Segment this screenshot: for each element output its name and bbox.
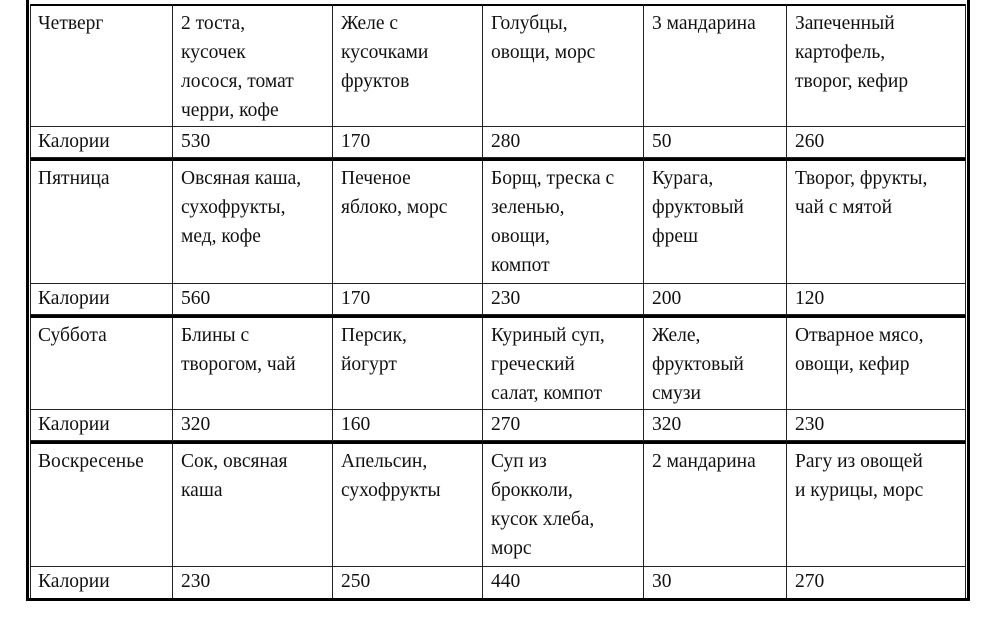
meal-breakfast-cell: Блины с творогом, чай <box>173 315 333 410</box>
calorie-value-cell: 530 <box>173 127 333 158</box>
meal-snack-cell: Курага, фруктовый фреш <box>644 158 787 284</box>
day-name-cell: Пятница <box>30 158 173 284</box>
day-name-cell: Воскресенье <box>30 441 173 567</box>
table-row <box>30 441 966 567</box>
day-name-cell: Четверг <box>30 4 173 127</box>
meal-dinner-cell: Творог, фрукты, чай с мятой <box>787 158 966 284</box>
calorie-label-cell: Калории <box>30 567 173 598</box>
table-row <box>30 315 966 410</box>
meal-lunch-cell: Борщ, треска с зеленью, овощи, компот <box>483 158 644 284</box>
calorie-value-cell: 30 <box>644 567 787 598</box>
meal-second-breakfast-cell: Персик, йогурт <box>333 315 483 410</box>
meal-dinner-cell: Запеченный картофель, творог, кефир <box>787 4 966 127</box>
calories-row <box>30 127 966 158</box>
meal-snack-cell: 3 мандарина <box>644 4 787 127</box>
calorie-value-cell: 120 <box>787 284 966 315</box>
calorie-value-cell: 230 <box>173 567 333 598</box>
meal-breakfast-cell: 2 тоста, кусочек лосося, томат черри, кофе <box>173 4 333 127</box>
calorie-value-cell: 160 <box>333 410 483 441</box>
meal-second-breakfast-cell: Желе с кусочками фруктов <box>333 4 483 127</box>
calorie-value-cell: 260 <box>787 127 966 158</box>
meal-lunch-cell: Куриный суп, греческий салат, компот <box>483 315 644 410</box>
calorie-value-cell: 280 <box>483 127 644 158</box>
calories-row <box>30 284 966 315</box>
calorie-value-cell: 270 <box>787 567 966 598</box>
meal-breakfast-cell: Сок, овсяная каша <box>173 441 333 567</box>
calorie-value-cell: 560 <box>173 284 333 315</box>
calorie-label-cell: Калории <box>30 284 173 315</box>
meal-dinner-cell: Рагу из овощей и курицы, морс <box>787 441 966 567</box>
calorie-value-cell: 50 <box>644 127 787 158</box>
calorie-value-cell: 230 <box>787 410 966 441</box>
calorie-value-cell: 320 <box>173 410 333 441</box>
meal-second-breakfast-cell: Апельсин, сухофрукты <box>333 441 483 567</box>
calorie-value-cell: 250 <box>333 567 483 598</box>
meal-snack-cell: 2 мандарина <box>644 441 787 567</box>
calorie-value-cell: 230 <box>483 284 644 315</box>
calorie-value-cell: 270 <box>483 410 644 441</box>
meal-lunch-cell: Суп из брокколи, кусок хлеба, морс <box>483 441 644 567</box>
meal-snack-cell: Желе, фруктовый смузи <box>644 315 787 410</box>
table-row <box>30 158 966 284</box>
calorie-label-cell: Калории <box>30 410 173 441</box>
calories-row <box>30 567 966 598</box>
meal-breakfast-cell: Овсяная каша, сухофрукты, мед, кофе <box>173 158 333 284</box>
day-name-cell: Суббота <box>30 315 173 410</box>
calories-row <box>30 410 966 441</box>
meal-dinner-cell: Отварное мясо, овощи, кефир <box>787 315 966 410</box>
table-row <box>30 4 966 127</box>
meal-second-breakfast-cell: Печеное яблоко, морс <box>333 158 483 284</box>
meal-lunch-cell: Голубцы, овощи, морс <box>483 4 644 127</box>
weekly-menu-table <box>30 4 966 598</box>
calorie-value-cell: 170 <box>333 127 483 158</box>
calorie-value-cell: 170 <box>333 284 483 315</box>
calorie-value-cell: 200 <box>644 284 787 315</box>
calorie-value-cell: 320 <box>644 410 787 441</box>
calorie-label-cell: Калории <box>30 127 173 158</box>
calorie-value-cell: 440 <box>483 567 644 598</box>
